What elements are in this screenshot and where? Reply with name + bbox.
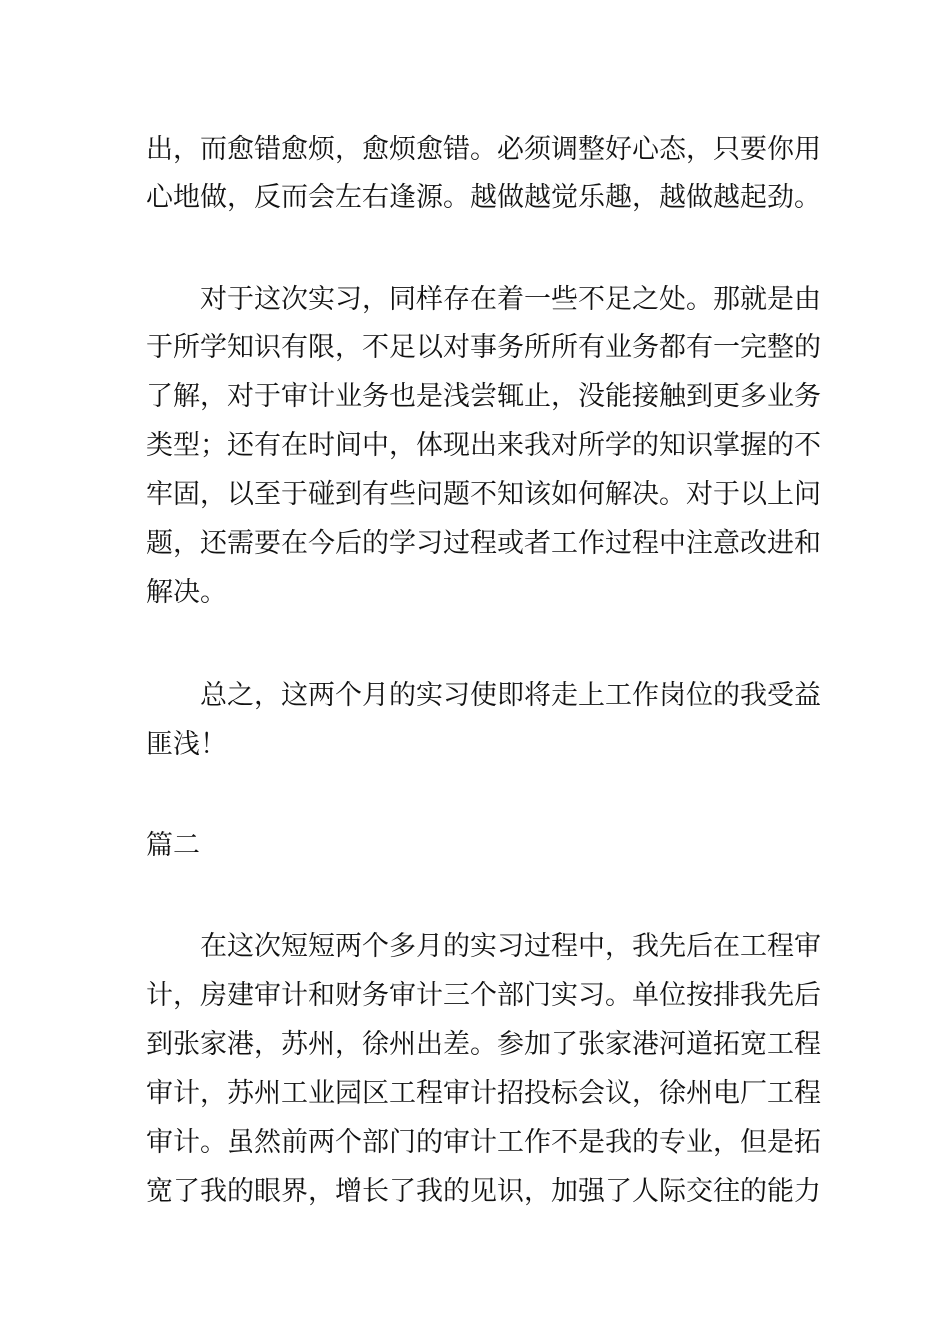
paragraph-3-line-2: 匪浅！ bbox=[146, 729, 227, 760]
paragraph-2-line-1: 对于这次实习，同样存在着一些不足之处。那就是由 bbox=[200, 284, 821, 315]
paragraph-1-line-1: 出，而愈错愈烦，愈烦愈错。必须调整好心态，只要你用 bbox=[146, 134, 821, 165]
section-heading: 篇二 bbox=[146, 830, 200, 861]
paragraph-2-line-6: 题，还需要在今后的学习过程或者工作过程中注意改进和 bbox=[146, 528, 821, 559]
paragraph-2-line-2: 于所学知识有限，不足以对事务所所有业务都有一完整的 bbox=[146, 332, 821, 363]
paragraph-2-line-4: 类型；还有在时间中，体现出来我对所学的知识掌握的不 bbox=[146, 430, 821, 461]
paragraph-1-line-2: 心地做，反而会左右逢源。越做越觉乐趣，越做越起劲。 bbox=[146, 182, 821, 213]
paragraph-2-line-5: 牢固，以至于碰到有些问题不知该如何解决。对于以上问 bbox=[146, 479, 821, 510]
paragraph-4-line-5: 审计。虽然前两个部门的审计工作不是我的专业，但是拓 bbox=[146, 1127, 821, 1158]
paragraph-4-line-4: 审计，苏州工业园区工程审计招投标会议，徐州电厂工程 bbox=[146, 1078, 821, 1109]
paragraph-4-line-2: 计，房建审计和财务审计三个部门实习。单位按排我先后 bbox=[146, 980, 821, 1011]
paragraph-4-line-6: 宽了我的眼界，增长了我的见识，加强了人际交往的能力 bbox=[146, 1176, 821, 1207]
paragraph-4-line-3: 到张家港，苏州，徐州出差。参加了张家港河道拓宽工程 bbox=[146, 1029, 821, 1060]
paragraph-4-line-1: 在这次短短两个多月的实习过程中，我先后在工程审 bbox=[200, 931, 821, 962]
paragraph-3-line-1: 总之，这两个月的实习使即将走上工作岗位的我受益 bbox=[200, 680, 821, 711]
paragraph-2-line-3: 了解，对于审计业务也是浅尝辄止，没能接触到更多业务 bbox=[146, 381, 821, 412]
paragraph-2-line-7: 解决。 bbox=[146, 577, 227, 608]
